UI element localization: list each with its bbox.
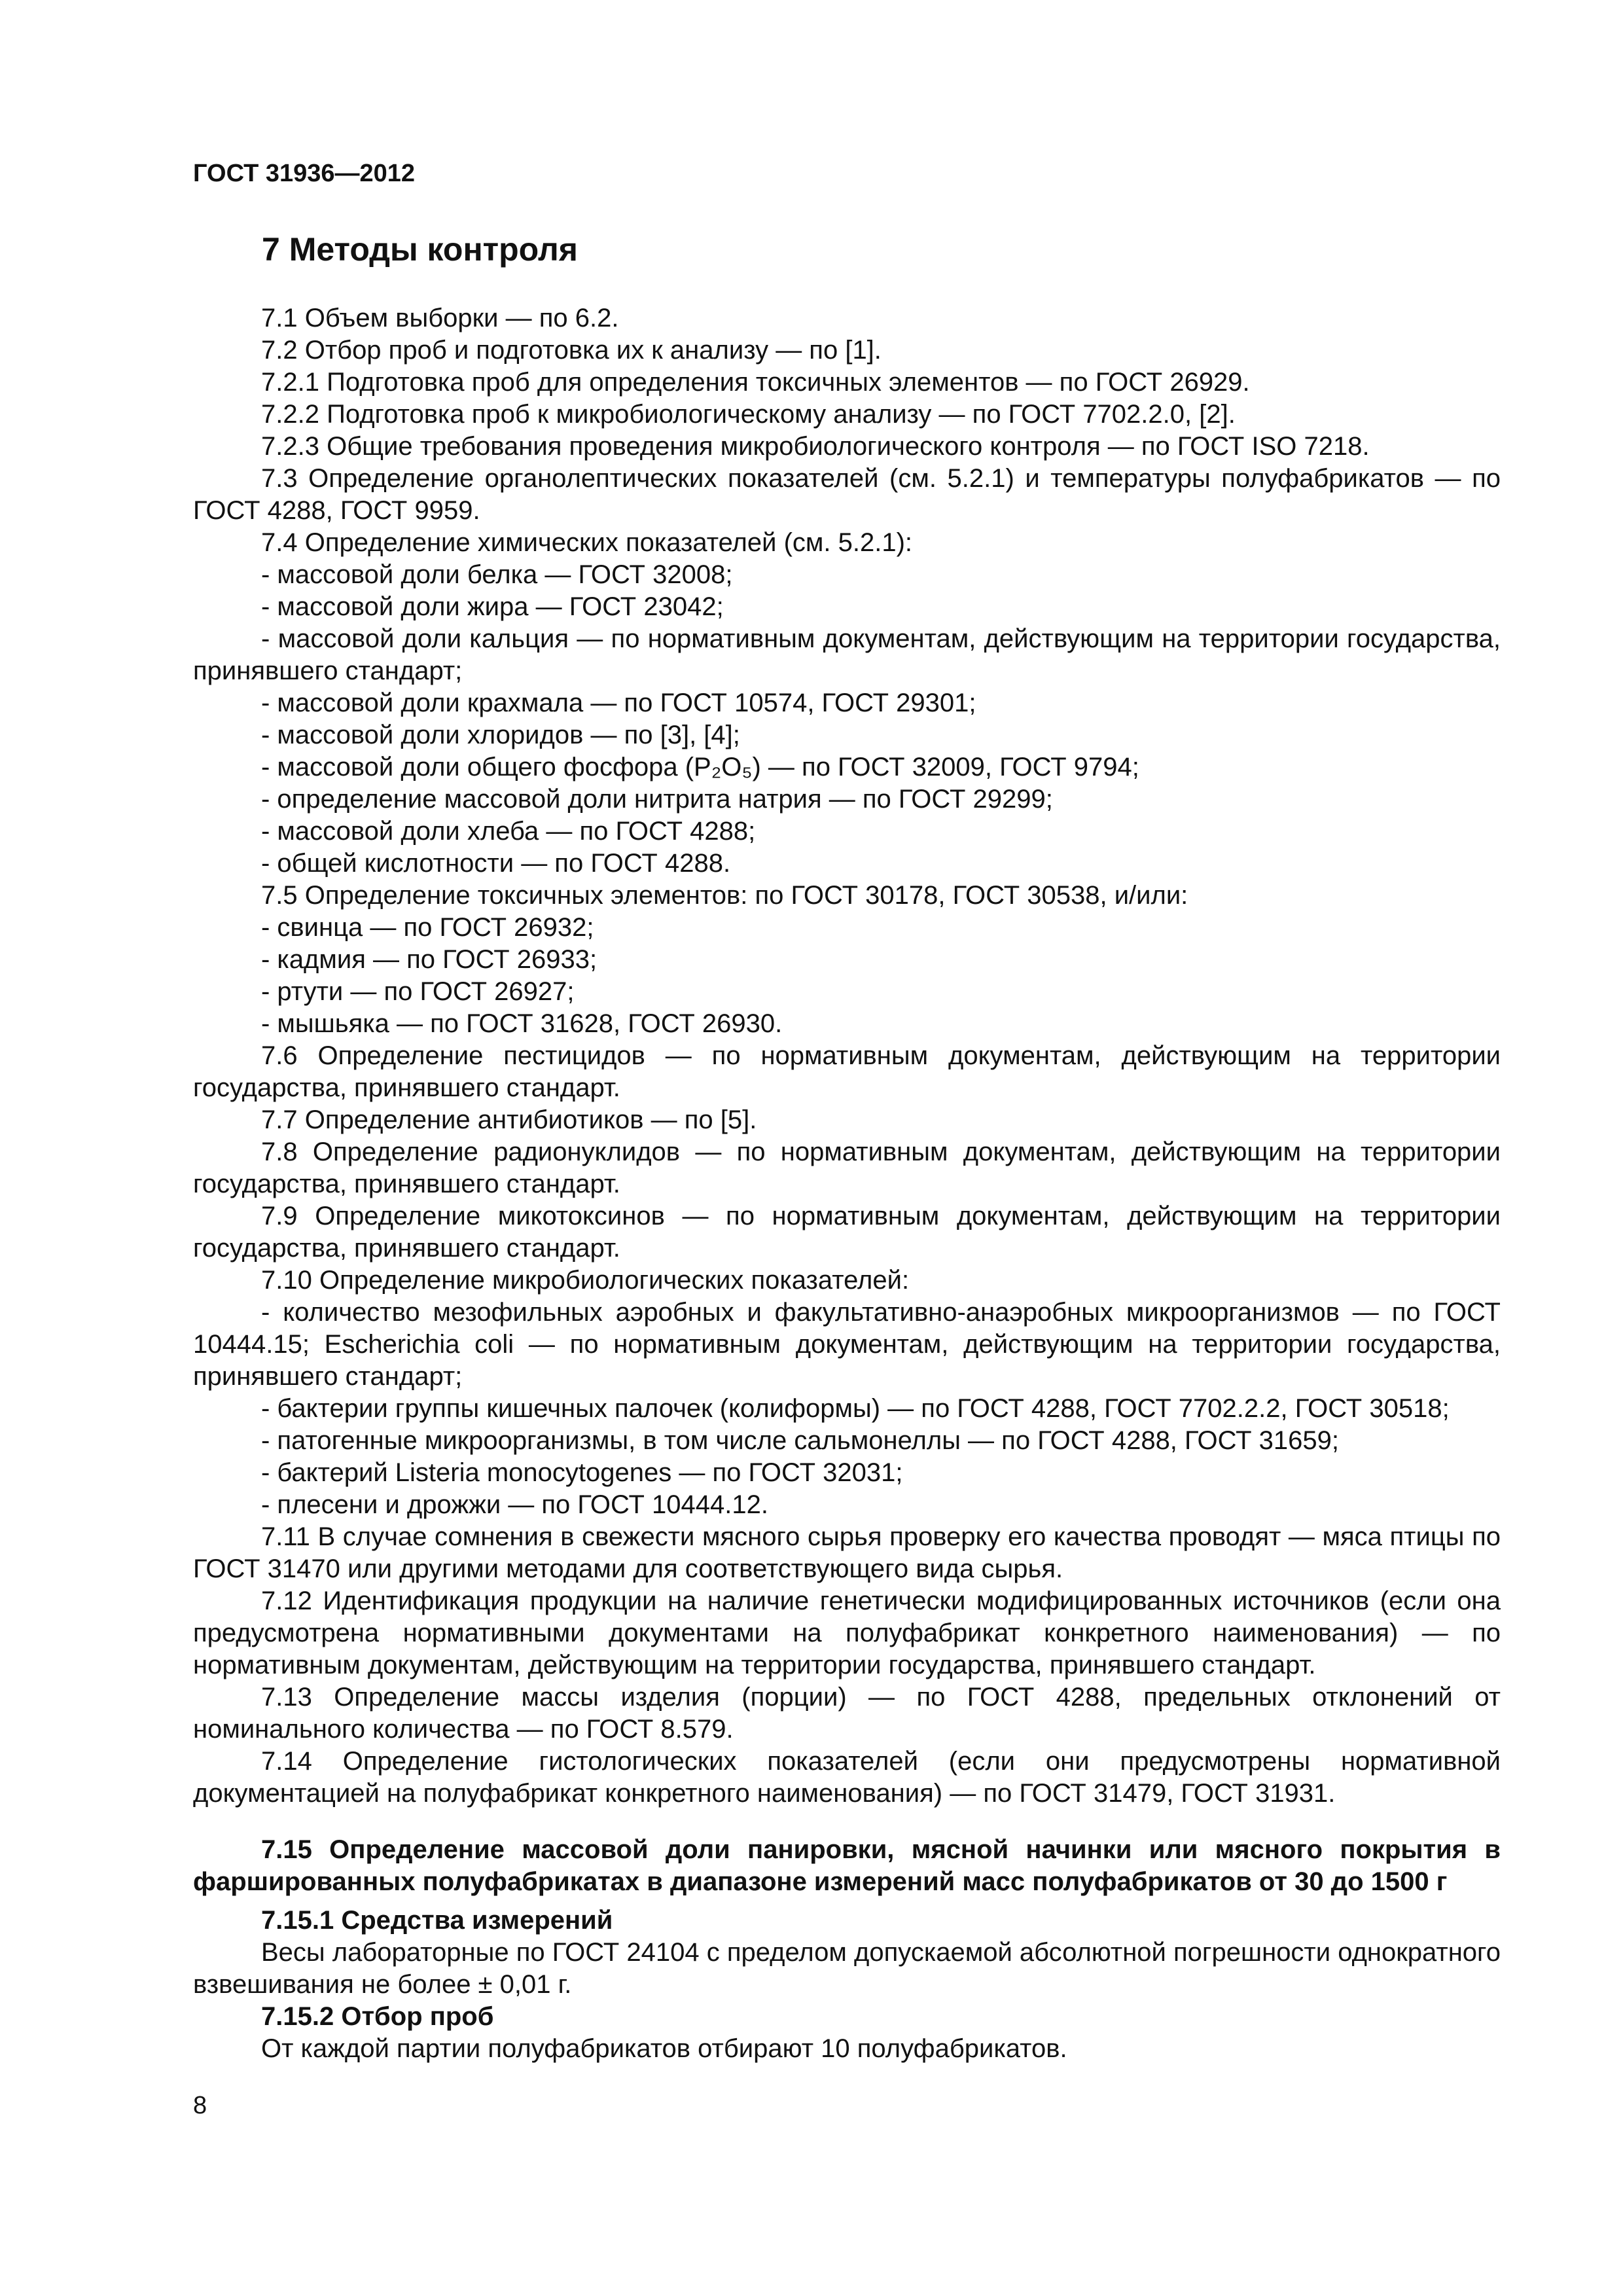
list-item: - бактерий Listeria monocytogenes — по ГОСТ 32031; xyxy=(261,1458,903,1487)
list-item: - патогенные микроорганизмы, в том числе сальмонеллы — по ГОСТ 4288, ГОСТ 31659; xyxy=(261,1426,1340,1455)
list-item: - массовой доли общего фосфора (P₂O₅) — по ГОСТ 32009, ГОСТ 9794; xyxy=(261,753,1139,781)
document-header: ГОСТ 31936—2012 xyxy=(193,160,416,187)
paragraph: 7.2.2 Подготовка проб к микробиологическому анализу — по ГОСТ 7702.2.0, [2]. xyxy=(261,400,1236,429)
list-item: - массовой доли крахмала — по ГОСТ 10574, ГОСТ 29301; xyxy=(261,689,976,717)
paragraph-list xyxy=(193,302,1501,1810)
paragraph: 7.3 Определение органолептических показателей (см. 5.2.1) и температуры полуфабрикатов — по ГОСТ 4288, ГОСТ 9959. xyxy=(193,464,1501,525)
list-item: - общей кислотности — по ГОСТ 4288. xyxy=(261,849,731,878)
paragraph: 7.8 Определение радионуклидов — по нормативным документам, действующим на территории государства, принявшего стандарт. xyxy=(193,1138,1501,1198)
paragraph: 7.4 Определение химических показателей (см. 5.2.1): xyxy=(261,528,913,557)
list-item: - ртути — по ГОСТ 26927; xyxy=(261,977,575,1006)
subsection-7-15-1-text: Весы лабораторные по ГОСТ 24104 с пределом допускаемой абсолютной погрешности однократного взвешивания не более ± 0,01 г. xyxy=(193,1938,1501,1999)
list-item: - массовой доли белка — ГОСТ 32008; xyxy=(261,560,733,589)
paragraph: - массовой доли кальция — по нормативным документам, действующим на территории государства, принявшего стандарт; xyxy=(193,624,1501,685)
paragraph: 7.2 Отбор проб и подготовка их к анализу — по [1]. xyxy=(261,336,882,365)
subsection-7-15-1-heading: 7.15.1 Средства измерений xyxy=(261,1906,613,1935)
document-body xyxy=(193,302,1501,2065)
list-item: - массовой доли жира — ГОСТ 23042; xyxy=(261,592,724,621)
paragraph: 7.13 Определение массы изделия (порции) — по ГОСТ 4288, предельных отклонений от номинального количества — по ГОСТ 8.579. xyxy=(193,1683,1501,1744)
list-item: - массовой доли хлоридов — по [3], [4]; xyxy=(261,721,740,749)
subsection-7-15-2-heading: 7.15.2 Отбор проб xyxy=(261,2002,494,2031)
paragraph: 7.11 В случае сомнения в свежести мясного сырья проверку его качества проводят — мяса птицы по ГОСТ 31470 или другими методами для соответствующего вида сырья. xyxy=(193,1522,1501,1583)
paragraph: 7.14 Определение гистологических показателей (если они предусмотрены нормативной документацией на полуфабрикат конкретного наименования) — по ГОСТ 31479, ГОСТ 31931. xyxy=(193,1747,1501,1808)
list-item: - мышьяка — по ГОСТ 31628, ГОСТ 26930. xyxy=(261,1009,783,1038)
list-item: - кадмия — по ГОСТ 26933; xyxy=(261,945,597,974)
page-number: 8 xyxy=(193,2092,207,2119)
paragraph: 7.7 Определение антибиотиков — по [5]. xyxy=(261,1105,757,1134)
list-item: - плесени и дрожжи — по ГОСТ 10444.12. xyxy=(261,1490,768,1519)
list-item: - свинца — по ГОСТ 26932; xyxy=(261,913,594,942)
section-7-15-heading: 7.15 Определение массовой доли панировки, мясной начинки или мясного покрытия в фаршированных полуфабрикатах в диапазоне измерений масс полуфабрикатов от 30 до 1500 г xyxy=(193,1835,1501,1896)
paragraph: 7.12 Идентификация продукции на наличие генетически модифицированных источников (если она предусмотрена нормативными документами на полуфабрикат конкретного наименования) — по нормативным документам, действующим на территории государства, принявшего стандарт. xyxy=(193,1587,1501,1679)
list-item: - бактерии группы кишечных палочек (колиформы) — по ГОСТ 4288, ГОСТ 7702.2.2, ГОСТ 30518; xyxy=(261,1394,1450,1423)
paragraph: 7.5 Определение токсичных элементов: по ГОСТ 30178, ГОСТ 30538, и/или: xyxy=(261,881,1188,910)
section-title: 7 Методы контроля xyxy=(262,231,578,268)
paragraph: 7.1 Объем выборки — по 6.2. xyxy=(261,304,619,332)
list-item: - массовой доли хлеба — по ГОСТ 4288; xyxy=(261,817,756,846)
paragraph: 7.9 Определение микотоксинов — по нормативным документам, действующим на территории государства, принявшего стандарт. xyxy=(193,1202,1501,1263)
paragraph: 7.2.1 Подготовка проб для определения токсичных элементов — по ГОСТ 26929. xyxy=(261,368,1250,397)
paragraph: 7.2.3 Общие требования проведения микробиологического контроля — по ГОСТ ISO 7218. xyxy=(261,432,1370,461)
paragraph: 7.6 Определение пестицидов — по нормативным документам, действующим на территории государства, принявшего стандарт. xyxy=(193,1041,1501,1102)
paragraph: 7.10 Определение микробиологических показателей: xyxy=(261,1266,910,1295)
subsection-7-15-2-text: От каждой партии полуфабрикатов отбирают 10 полуфабрикатов. xyxy=(261,2034,1067,2063)
paragraph: - количество мезофильных аэробных и факультативно-анаэробных микроорганизмов — по ГОСТ 10444.15; Escherichia coli — по нормативным документам, действующим на территории государства, принявшего стандарт; xyxy=(193,1298,1501,1391)
list-item: - определение массовой доли нитрита натрия — по ГОСТ 29299; xyxy=(261,785,1053,814)
